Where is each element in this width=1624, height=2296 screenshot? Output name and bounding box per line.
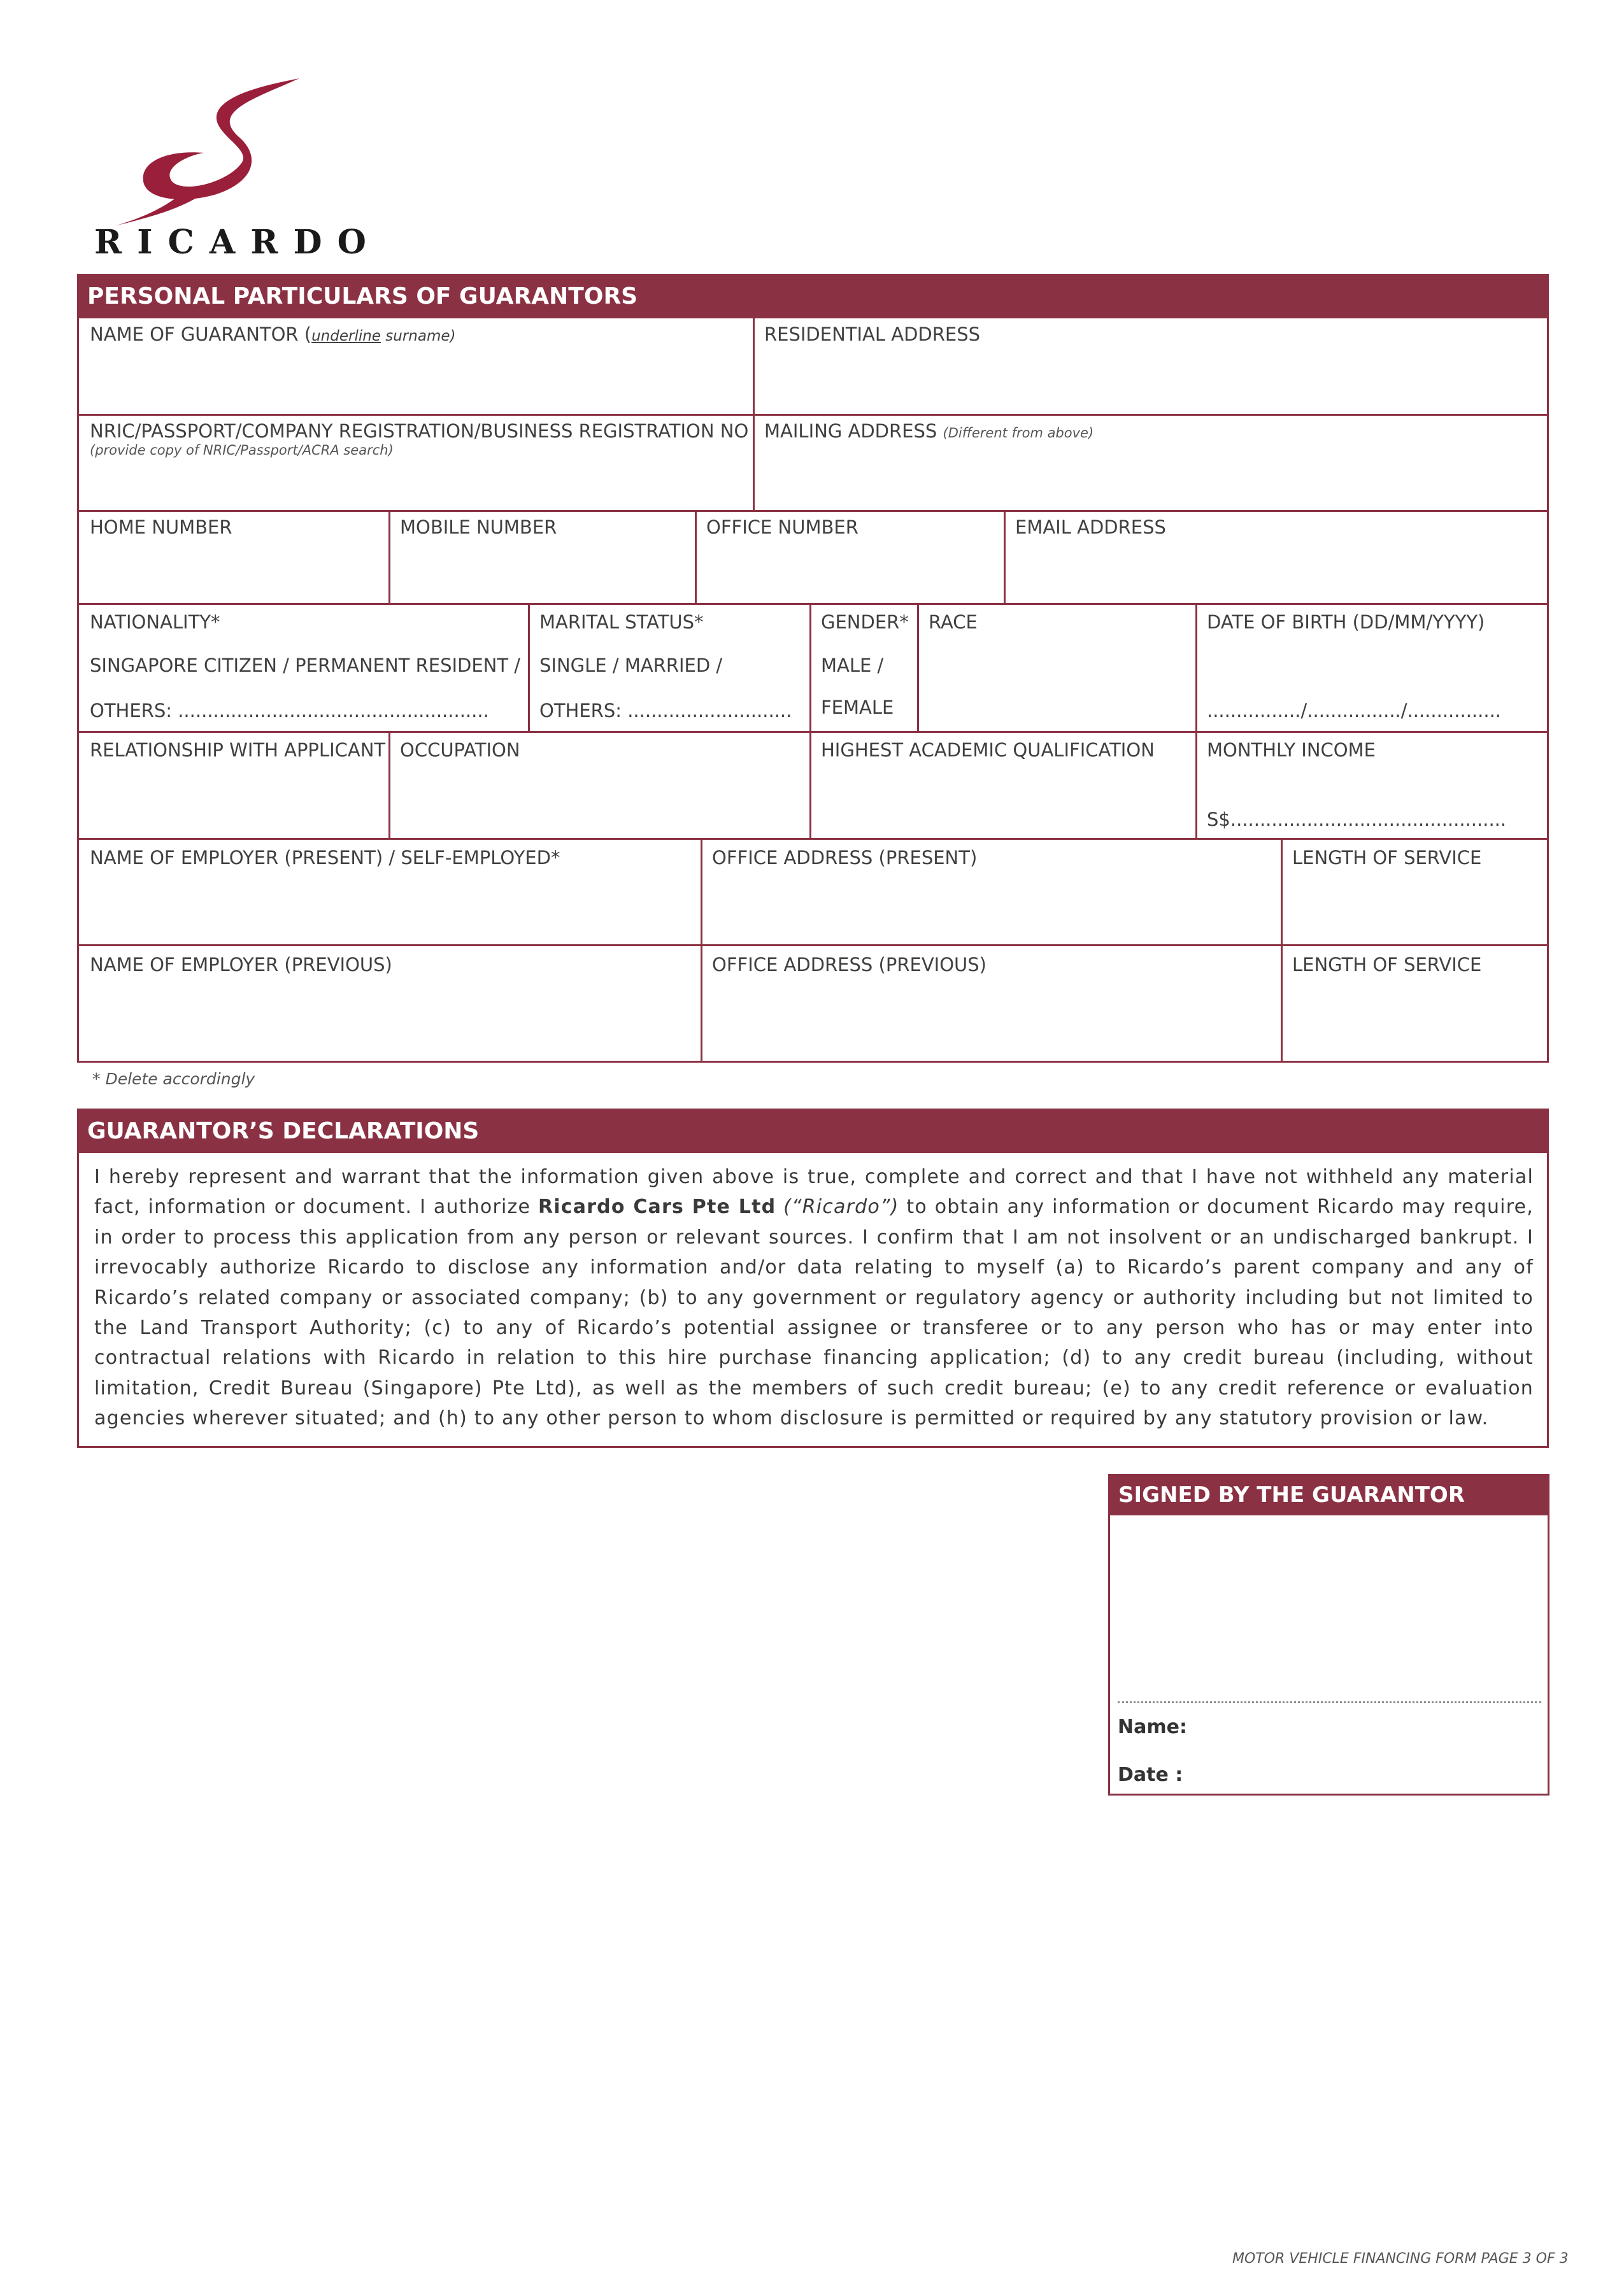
ricardo-logo-swoosh-icon bbox=[108, 73, 306, 229]
company-name: Ricardo Cars Pte Ltd bbox=[538, 1196, 776, 1219]
gender-female: FEMALE bbox=[821, 697, 894, 718]
nric-label: NRIC/PASSPORT/COMPANY REGISTRATION/BUSINESS REGISTRATION NO bbox=[90, 420, 749, 442]
home-number-label: HOME NUMBER bbox=[90, 516, 232, 538]
date-of-birth-label: DATE OF BIRTH (DD/MM/YYYY) bbox=[1207, 611, 1485, 633]
name-of-guarantor-label: NAME OF GUARANTOR (underline surname) bbox=[90, 323, 456, 345]
personal-particulars-grid bbox=[77, 317, 1549, 1063]
declaration-text: I hereby represent and warrant that the information given above is true, complete and correct and that I have not withheld any material fact, information or document. I authorize Ricardo Cars Pte Ltd (“Ricardo”) to obtain any information or document Ricardo may require, in order to process this application from any person or relevant sources. I confirm that I am not insolvent or an undischarged bankrupt. I irrevocably authorize Ricardo to disclose any information and/or data relating to myself (a) to Ricardo’s parent company and any of Ricardo’s related company or associated company; (b) to any government or regulatory agency or authority including but not limited to the Land Transport Authority; (c) to any of Ricardo’s potential assignee or transferee or to any person who has or may enter into contractual relations with Ricardo in relation to this hire purchase financing application; (d) to any credit bureau (including, without limitation, Credit Bureau (Singapore) Pte Ltd), as well as the members of such credit bureau; (e) to any credit reference or evaluation agencies wherever situated; and (h) to any other person to whom disclosure is permitted or required by any statutory provision or law. bbox=[94, 1166, 1534, 1430]
marital-others: OTHERS: ............................ bbox=[539, 700, 792, 721]
monthly-income-blank: S$............................................... bbox=[1207, 809, 1507, 830]
residential-address-label: RESIDENTIAL ADDRESS bbox=[764, 323, 981, 345]
office-number-label: OFFICE NUMBER bbox=[706, 516, 858, 538]
mobile-number-label: MOBILE NUMBER bbox=[400, 516, 557, 538]
qualification-label: HIGHEST ACADEMIC QUALIFICATION bbox=[821, 739, 1155, 761]
office-address-present-label: OFFICE ADDRESS (PRESENT) bbox=[712, 847, 978, 868]
relationship-label: RELATIONSHIP WITH APPLICANT bbox=[90, 739, 386, 761]
gender-male: MALE / bbox=[821, 655, 884, 676]
nationality-others: OTHERS: ..................................................... bbox=[90, 700, 489, 721]
date-of-birth-blank: ................/................/................ bbox=[1207, 700, 1502, 721]
length-of-service-present-label: LENGTH OF SERVICE bbox=[1292, 847, 1482, 868]
office-address-previous-label: OFFICE ADDRESS (PREVIOUS) bbox=[712, 954, 987, 975]
marital-status-label: MARITAL STATUS* bbox=[539, 611, 704, 633]
occupation-label: OCCUPATION bbox=[400, 739, 520, 761]
employer-present-label: NAME OF EMPLOYER (PRESENT) / SELF-EMPLOYED* bbox=[90, 847, 560, 868]
page-footer: MOTOR VEHICLE FINANCING FORM PAGE 3 OF 3 bbox=[1232, 2251, 1569, 2267]
mailing-address-label: MAILING ADDRESS (Different from above) bbox=[764, 420, 1094, 442]
gender-label: GENDER* bbox=[821, 611, 909, 633]
nationality-options: SINGAPORE CITIZEN / PERMANENT RESIDENT / bbox=[90, 655, 521, 676]
signature-date-label: Date : bbox=[1118, 1764, 1183, 1786]
employer-previous-label: NAME OF EMPLOYER (PREVIOUS) bbox=[90, 954, 392, 975]
company-alias: (“Ricardo”) bbox=[783, 1196, 899, 1219]
section-header-signature: SIGNED BY THE GUARANTOR bbox=[1108, 1474, 1549, 1515]
race-label: RACE bbox=[929, 611, 978, 633]
nationality-label: NATIONALITY* bbox=[90, 611, 220, 633]
marital-options: SINGLE / MARRIED / bbox=[539, 655, 723, 676]
monthly-income-label: MONTHLY INCOME bbox=[1207, 739, 1376, 761]
length-of-service-previous-label: LENGTH OF SERVICE bbox=[1292, 954, 1482, 975]
signature-box[interactable] bbox=[1108, 1514, 1549, 1796]
delete-accordingly-note: * Delete accordingly bbox=[92, 1070, 255, 1088]
email-address-label: EMAIL ADDRESS bbox=[1015, 516, 1166, 538]
signature-name-label: Name: bbox=[1118, 1716, 1187, 1738]
signature-line bbox=[1118, 1701, 1541, 1703]
company-logo-text: RICARDO bbox=[94, 223, 381, 262]
nric-note: (provide copy of NRIC/Passport/ACRA search) bbox=[90, 443, 394, 458]
section-header-personal-particulars: PERSONAL PARTICULARS OF GUARANTORS bbox=[77, 274, 1549, 318]
section-header-declarations: GUARANTOR’S DECLARATIONS bbox=[77, 1109, 1549, 1153]
